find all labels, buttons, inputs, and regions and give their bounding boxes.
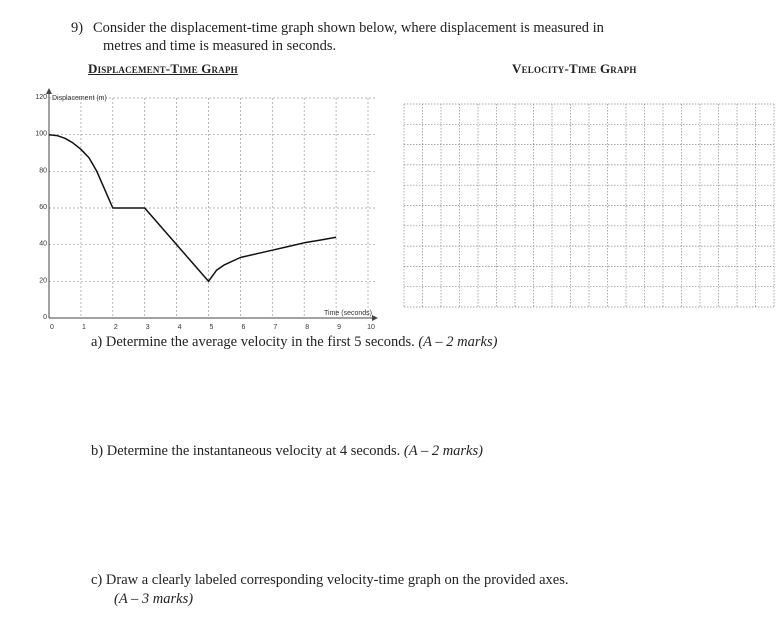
part-c-label: c) bbox=[91, 572, 103, 588]
x-tick-label: 9 bbox=[337, 324, 342, 331]
y-axis-label: Displacement (m) bbox=[52, 95, 107, 102]
y-tick-label: 40 bbox=[39, 240, 47, 248]
part-c-marks: (A – 3 marks) bbox=[114, 591, 194, 607]
x-axis-arrow bbox=[372, 315, 378, 321]
x-tick-label: 6 bbox=[241, 324, 246, 331]
part-b-label: b) bbox=[91, 443, 104, 459]
question-number: 9) bbox=[71, 20, 84, 36]
part-c bbox=[91, 571, 569, 589]
part-c-text: Draw a clearly labeled corresponding velocity-time graph on the provided axes. bbox=[105, 572, 569, 588]
y-tick-label: 100 bbox=[35, 130, 47, 138]
question-line-2: metres and time is measured in seconds. bbox=[103, 38, 337, 54]
x-tick-label: 0 bbox=[50, 324, 54, 331]
x-tick-label: 1 bbox=[81, 324, 86, 331]
x-axis-label: Time (seconds) bbox=[324, 310, 372, 317]
velocity-graph-heading: Velocity-Time Graph bbox=[512, 61, 637, 76]
x-tick-label: 8 bbox=[305, 324, 310, 331]
x-tick-label: 10 bbox=[367, 324, 375, 331]
part-a-marks: (A – 2 marks) bbox=[418, 334, 498, 350]
velocity-time-grid bbox=[403, 103, 775, 308]
x-tick-label: 5 bbox=[209, 324, 214, 331]
x-tick-label: 3 bbox=[145, 324, 150, 331]
part-b bbox=[91, 442, 483, 460]
y-tick-label: 20 bbox=[39, 277, 47, 285]
y-tick-label: 120 bbox=[35, 94, 47, 101]
part-a-text: Determine the average velocity in the first 5 seconds. bbox=[105, 334, 415, 350]
y-tick-label: 60 bbox=[39, 204, 47, 211]
part-b-text: Determine the instantaneous velocity at 4 seconds. bbox=[106, 443, 401, 459]
x-tick-label: 4 bbox=[177, 324, 182, 331]
part-b-marks: (A – 2 marks) bbox=[403, 443, 483, 459]
question-line-1: Consider the displacement-time graph shown below, where displacement is measured in bbox=[93, 20, 604, 36]
x-tick-label: 7 bbox=[273, 324, 278, 331]
y-tick-label: 0 bbox=[43, 314, 47, 321]
part-a bbox=[91, 333, 497, 351]
part-a-label: a) bbox=[91, 334, 103, 350]
x-tick-label: 2 bbox=[113, 324, 118, 331]
y-tick-label: 80 bbox=[39, 167, 47, 175]
displacement-time-graph bbox=[0, 80, 395, 335]
displacement-graph-heading: Displacement-Time Graph bbox=[88, 61, 238, 76]
